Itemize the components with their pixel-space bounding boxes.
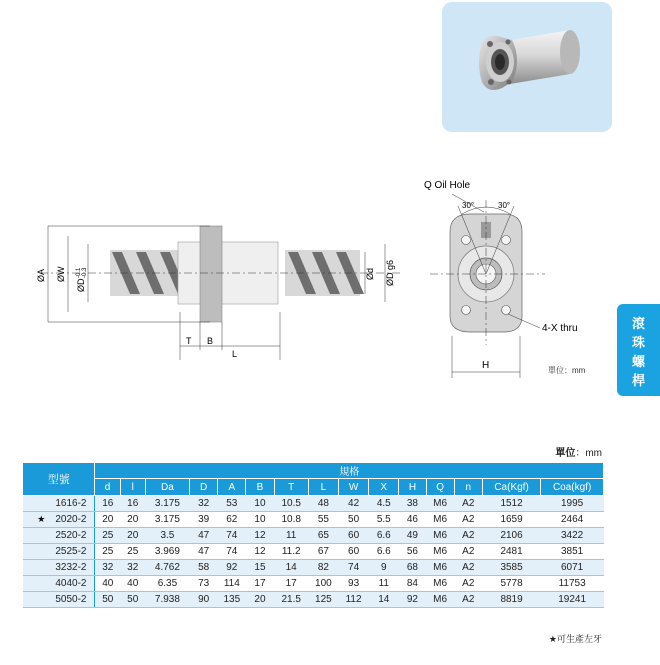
table-unit-label: [555, 444, 602, 459]
table-row: [23, 496, 604, 512]
table-cell: 114: [218, 576, 246, 592]
table-cell: 125: [308, 592, 338, 608]
table-cell: A2: [454, 496, 482, 512]
table-cell: 11: [274, 528, 308, 544]
table-cell: 93: [338, 576, 368, 592]
table-cell: A2: [454, 576, 482, 592]
angle-left-label: 30°: [462, 201, 475, 210]
table-cell: 42: [338, 496, 368, 512]
table-cell: A2: [454, 544, 482, 560]
model-value: 3232-2: [55, 562, 87, 573]
table-cell: A2: [454, 512, 482, 528]
column-header-row: [23, 479, 604, 496]
dim-t-label: T: [186, 336, 192, 346]
table-cell: A2: [454, 592, 482, 608]
table-cell: M6: [426, 512, 454, 528]
table-cell: 9: [369, 560, 399, 576]
column-header: Ca(Kgf): [482, 479, 540, 496]
table-cell: 1512: [482, 496, 540, 512]
table-cell: 74: [218, 544, 246, 560]
table-cell: 2106: [482, 528, 540, 544]
table-cell: M6: [426, 496, 454, 512]
side-tab-char-1: 滾: [631, 316, 645, 331]
table-unit-prefix: 單位: [555, 448, 576, 459]
left-thread-star-icon: ★: [37, 514, 46, 524]
table-cell: 74: [218, 528, 246, 544]
table-cell: 48: [308, 496, 338, 512]
spec-table: [22, 462, 604, 608]
table-cell: 25: [120, 544, 145, 560]
table-cell: M6: [426, 544, 454, 560]
dim-b-label: B: [207, 336, 214, 346]
table-row: [23, 576, 604, 592]
table-cell: 32: [95, 560, 120, 576]
table-cell: 50: [95, 592, 120, 608]
table-cell: A2: [454, 528, 482, 544]
dim-l-label: L: [232, 349, 238, 359]
table-cell: 50: [338, 512, 368, 528]
table-cell: 90: [190, 592, 218, 608]
model-cell: [23, 512, 95, 528]
table-cell: 56: [399, 544, 426, 560]
model-value: 2520-2: [55, 530, 87, 541]
table-cell: 60: [338, 544, 368, 560]
table-cell: 20: [120, 512, 145, 528]
table-cell: 32: [120, 560, 145, 576]
table-row: [23, 592, 604, 608]
table-cell: M6: [426, 592, 454, 608]
spec-header: 規格: [95, 463, 604, 479]
table-cell: 40: [95, 576, 120, 592]
side-tab-char-3: 螺: [631, 354, 645, 369]
table-cell: 47: [190, 544, 218, 560]
column-header: A: [218, 479, 246, 496]
dim-d-tol-label: [76, 267, 88, 292]
table-cell: 65: [308, 528, 338, 544]
spec-table-body: [23, 496, 604, 608]
table-cell: 47: [190, 528, 218, 544]
table-cell: 6.6: [369, 544, 399, 560]
oil-hole-label: Q Oil Hole: [424, 180, 471, 191]
dim-d-g6-label: ØD g6: [385, 259, 395, 286]
table-cell: 112: [338, 592, 368, 608]
column-header: Q: [426, 479, 454, 496]
model-cell: [23, 544, 95, 560]
table-cell: 11753: [541, 576, 604, 592]
table-cell: 6.6: [369, 528, 399, 544]
column-header: B: [246, 479, 274, 496]
table-cell: 5778: [482, 576, 540, 592]
table-cell: 3.175: [145, 496, 189, 512]
column-header: D: [190, 479, 218, 496]
thru-label: 4-X thru: [542, 323, 578, 334]
model-value: 4040-2: [55, 578, 87, 589]
table-cell: 39: [190, 512, 218, 528]
model-cell: [23, 560, 95, 576]
footnote: ★可生產左牙: [548, 634, 602, 644]
table-cell: 3422: [541, 528, 604, 544]
dim-w-label: ØW: [56, 266, 66, 282]
table-cell: 1659: [482, 512, 540, 528]
angle-right-label: 30°: [498, 201, 511, 210]
dim-a-label: ØA: [36, 268, 46, 282]
column-header: Coa(kgf): [541, 479, 604, 496]
table-cell: 3851: [541, 544, 604, 560]
table-cell: 38: [399, 496, 426, 512]
model-cell: [23, 576, 95, 592]
table-cell: 32: [190, 496, 218, 512]
table-cell: 3.175: [145, 512, 189, 528]
model-header: 型號: [23, 463, 95, 496]
model-value: 5050-2: [55, 594, 87, 605]
table-cell: 49: [399, 528, 426, 544]
table-cell: 25: [95, 528, 120, 544]
table-cell: 55: [308, 512, 338, 528]
table-cell: 68: [399, 560, 426, 576]
table-cell: 19241: [541, 592, 604, 608]
table-cell: 40: [120, 576, 145, 592]
column-header: T: [274, 479, 308, 496]
table-cell: 82: [308, 560, 338, 576]
table-cell: 20: [95, 512, 120, 528]
dim-small-d-label: Ød: [365, 267, 375, 280]
table-cell: 11.2: [274, 544, 308, 560]
table-cell: 3.969: [145, 544, 189, 560]
table-cell: 16: [95, 496, 120, 512]
table-cell: 5.5: [369, 512, 399, 528]
table-cell: 17: [246, 576, 274, 592]
table-cell: 3.5: [145, 528, 189, 544]
table-cell: 10: [246, 496, 274, 512]
svg-text:ØD: ØD: [76, 278, 86, 292]
column-header: L: [308, 479, 338, 496]
table-cell: 92: [218, 560, 246, 576]
table-row: [23, 544, 604, 560]
table-cell: 6071: [541, 560, 604, 576]
column-header: n: [454, 479, 482, 496]
table-cell: M6: [426, 576, 454, 592]
table-cell: 67: [308, 544, 338, 560]
table-row: [23, 560, 604, 576]
table-cell: 53: [218, 496, 246, 512]
table-cell: 10.5: [274, 496, 308, 512]
table-cell: 15: [246, 560, 274, 576]
column-header: d: [95, 479, 120, 496]
table-cell: 20: [246, 592, 274, 608]
table-cell: 73: [190, 576, 218, 592]
table-cell: 10: [246, 512, 274, 528]
table-cell: 3585: [482, 560, 540, 576]
table-cell: 135: [218, 592, 246, 608]
column-header: l: [120, 479, 145, 496]
model-value: 2020-2: [55, 514, 87, 525]
table-cell: 20: [120, 528, 145, 544]
model-value: 1616-2: [55, 498, 87, 509]
table-cell: 46: [399, 512, 426, 528]
side-tab-char-4: 桿: [631, 373, 645, 388]
table-cell: 14: [274, 560, 308, 576]
table-cell: 50: [120, 592, 145, 608]
table-cell: 7.938: [145, 592, 189, 608]
table-unit-suffix: ：mm: [575, 448, 602, 459]
table-cell: 58: [190, 560, 218, 576]
table-cell: 60: [338, 528, 368, 544]
drawing-unit-label: 單位：mm: [548, 366, 586, 375]
dim-d-tol-sub: -0.3: [82, 267, 88, 278]
table-cell: 84: [399, 576, 426, 592]
table-cell: 4.5: [369, 496, 399, 512]
model-cell: [23, 528, 95, 544]
side-tab-char-2: 珠: [631, 335, 645, 350]
model-value: 2525-2: [55, 546, 87, 557]
table-cell: A2: [454, 560, 482, 576]
column-header: H: [399, 479, 426, 496]
table-cell: 16: [120, 496, 145, 512]
table-cell: 14: [369, 592, 399, 608]
table-cell: 6.35: [145, 576, 189, 592]
table-cell: 92: [399, 592, 426, 608]
table-cell: M6: [426, 528, 454, 544]
table-cell: 17: [274, 576, 308, 592]
table-cell: 62: [218, 512, 246, 528]
table-cell: 100: [308, 576, 338, 592]
dim-h-label: H: [482, 360, 490, 371]
category-side-tab[interactable]: [617, 304, 660, 396]
dim-d-tol-sup: -0.1: [76, 267, 82, 278]
table-cell: M6: [426, 560, 454, 576]
model-cell: [23, 496, 95, 512]
table-cell: 4.762: [145, 560, 189, 576]
table-cell: 21.5: [274, 592, 308, 608]
table-cell: 2481: [482, 544, 540, 560]
table-cell: 10.8: [274, 512, 308, 528]
ball-nut-body: [178, 226, 278, 322]
table-cell: 8819: [482, 592, 540, 608]
table-cell: 12: [246, 544, 274, 560]
table-cell: 25: [95, 544, 120, 560]
model-cell: [23, 592, 95, 608]
table-row: [23, 528, 604, 544]
column-header: W: [338, 479, 368, 496]
column-header: X: [369, 479, 399, 496]
table-cell: 74: [338, 560, 368, 576]
column-header: Da: [145, 479, 189, 496]
table-row: [23, 512, 604, 528]
table-cell: 1995: [541, 496, 604, 512]
table-cell: 12: [246, 528, 274, 544]
table-cell: 11: [369, 576, 399, 592]
table-cell: 2464: [541, 512, 604, 528]
